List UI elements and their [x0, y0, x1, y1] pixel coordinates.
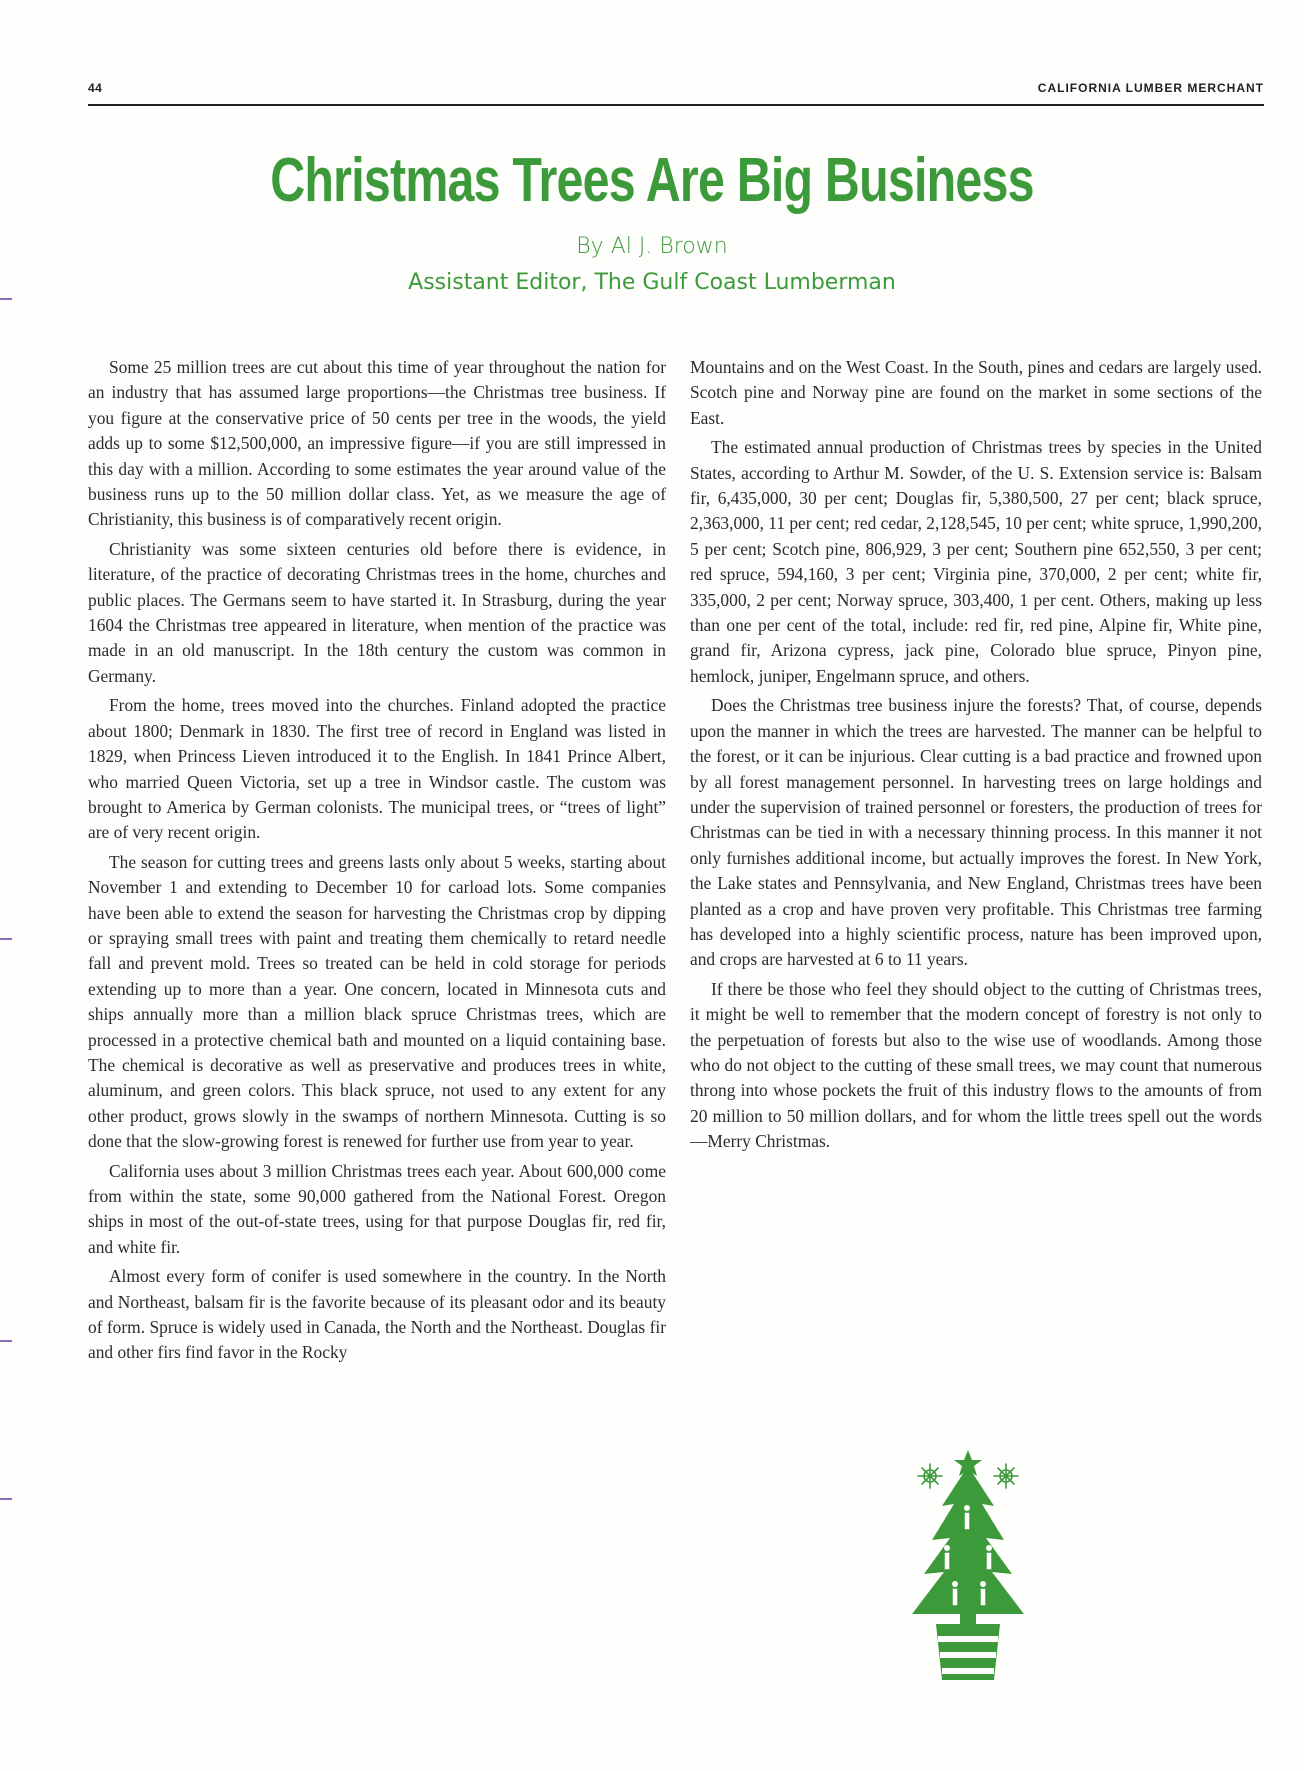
margin-mark: [0, 1340, 12, 1342]
paragraph: Almost every form of conifer is used somewhere in the country. In the North and Northeast, balsam fir is the favorite because of its pleasant odor and its beauty of form. Spruce is widely used in Canada, the North and the Northeast. Douglas fir and other firs find favor in the Rocky: [88, 1266, 666, 1363]
margin-mark: [0, 938, 12, 940]
paragraph: The estimated annual production of Christmas trees by species in the United States, according to Arthur M. Sowder, of the U. S. Extension service is: Balsam fir, 6,435,000, 30 per cent; Douglas fir, 5,380,500, 27 per cent; black spruce, 2,363,000, 11 per cent; red cedar, 2,128,545, 10 per cent; white spruce, 1,990,200, 5 per cent; Scotch pine, 806,929, 3 per cent; Southern pine 652,550, 3 per cent; red spruce, 594,160, 3 per cent; Virginia pine, 370,000, 2 per cent; white fir, 335,000, 2 per cent; Norway spruce, 303,400, 1 per cent. Others, making up less than one per cent of the total, include: red fir, red pine, Alpine fir, White pine, grand fir, Arizona cypress, jack pine, Colorado blue spruce, Pinyon pine, hemlock, juniper, Engelmann spruce, and others.: [690, 437, 1262, 686]
publication-name: CALIFORNIA LUMBER MERCHANT: [1037, 81, 1264, 95]
left-column: [88, 355, 666, 1370]
article-byline: By Al J. Brown: [576, 234, 728, 259]
paragraph: From the home, trees moved into the churches. Finland adopted the practice about 1800; Denmark in 1830. The first tree of record in England was listed in 1829, when Princess Lieven introduced it to the English. In 1841 Prince Albert, who married Queen Victoria, set up a tree in Windsor castle. The custom was brought to America by German colonists. The municipal trees, or “trees of light” are of very recent origin.: [88, 695, 666, 843]
page-number: 44: [88, 81, 103, 95]
right-column: [690, 355, 1262, 1159]
margin-mark: [0, 1498, 12, 1500]
article-title: Christmas Trees Are Big Business: [270, 146, 1034, 215]
paragraph: Mountains and on the West Coast. In the South, pines and cedars are largely used. Scotch pine and Norway pine are found on the market in some sections of the East.: [690, 357, 1262, 428]
margin-mark: [0, 298, 12, 300]
christmas-tree-icon: [898, 1448, 1038, 1688]
paragraph: Does the Christmas tree business injure the forests? That, of course, depends upon the manner in which the trees are harvested. The manner can be helpful to the forest, or it can be injurious. Clear cutting is a bad practice and frowned upon by all forest management personnel. In harvesting trees on large holdings and under the supervision of trained personnel or foresters, the production of trees for Christmas can be tied in with a necessary thinning process. In this manner it not only furnishes additional income, but actually improves the forest. In New York, the Lake states and Pennsylvania, and New England, Christmas trees have been planted as a crop and have proven very profitable. This Christmas tree farming has developed into a highly scientific process, nature has been improved upon, and crops are harvested at 6 to 11 years.: [690, 695, 1262, 970]
paragraph: The season for cutting trees and greens lasts only about 5 weeks, starting about November 1 and extending to December 10 for carload lots. Some companies have been able to extend the season for harvesting the Christmas crop by dipping or spraying small trees with paint and treating them chemically to retard needle fall and prevent mold. Trees so treated can be held in cold storage for periods extending up to more than a year. One concern, located in Minnesota cuts and ships annually more than a million black spruce Christmas trees, which are processed in a protective chemical bath and mounted on a liquid containing base. The chemical is decorative as well as preservative and produces trees in white, aluminum, and green colors. This black spruce, not used to any extent for any other product, grows slowly in the swamps of northern Minnesota. Cutting is so done that the slow-growing forest is renewed for further use from year to year.: [88, 851, 666, 1152]
author-affiliation: Assistant Editor, The Gulf Coast Lumberman: [408, 270, 896, 295]
paragraph: If there be those who feel they should object to the cutting of Christmas trees, it might be well to remember that the modern concept of forestry is not only to the perpetuation of forests but also to the wise use of woodlands. Among those who do not object to the cutting of these small trees, we may count that numerous throng into whose pockets the fruit of this industry flows to the amounts of from 20 million to 50 million dollars, and for whom the little trees spell out the words—Merry Christmas.: [690, 978, 1262, 1152]
page-header: [88, 80, 1264, 106]
paragraph: Some 25 million trees are cut about this time of year throughout the nation for an industry that has assumed large proportions—the Christmas tree business. If you figure at the conservative price of 50 cents per tree in the woods, the yield adds up to some $12,500,000, an impressive figure—if you are still impressed in this day with a million. According to some estimates the year around value of the business runs up to the 50 million dollar class. Yet, as we measure the age of Christianity, this business is of comparatively recent origin.: [88, 357, 666, 530]
paragraph: California uses about 3 million Christmas trees each year. About 600,000 come from within the state, some 90,000 gathered from the National Forest. Oregon ships in most of the out-of-state trees, using for that purpose Douglas fir, red fir, and white fir.: [88, 1160, 666, 1257]
paragraph: Christianity was some sixteen centuries old before there is evidence, in literature, of the practice of decorating Christmas trees in the home, churches and public places. The Germans seem to have started it. In Strasburg, during the year 1604 the Christmas tree appeared in literature, when mention of the practice was made in an old manuscript. In the 18th century the custom was common in Germany.: [88, 538, 666, 686]
